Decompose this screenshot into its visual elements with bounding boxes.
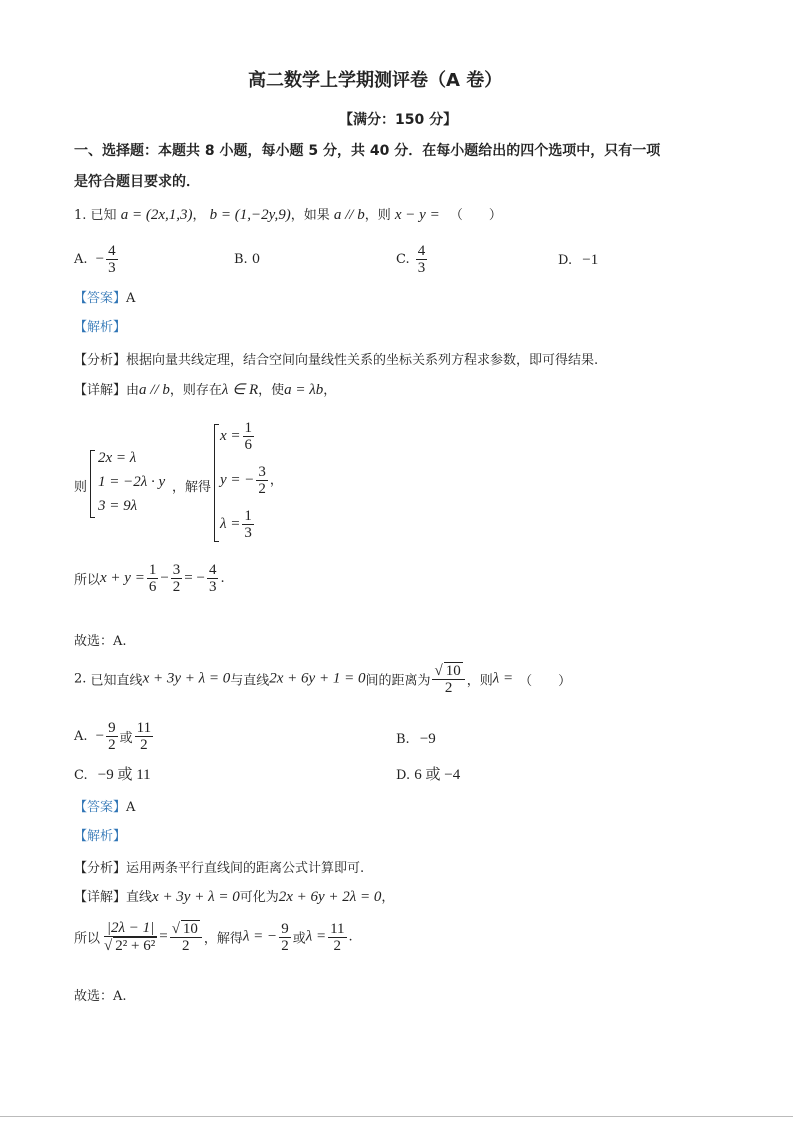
text: 所以 [74,931,101,947]
q1-number: 1. [74,208,87,223]
sol-l-fraction: $\frac{1}{3}$ [244,508,252,541]
q2-answer [74,796,135,815]
text: 所以 [74,573,101,588]
q1-if: ，如果 [290,208,330,223]
q2-option-b[interactable] [396,731,436,748]
xiangjie-tag: 【详解】 [74,890,127,905]
solution-y [220,464,283,497]
section-header-line1: 一、选择题：本题共 8 小题，每小题 5 分，共 40 分．在每小题给出的四个选项中，只有一项 [74,143,661,159]
q1-known: 已知 [90,208,117,223]
text: . [220,571,225,586]
system-brace [90,450,95,518]
option-label: C. [74,768,88,783]
text: 与直线 [230,673,270,689]
option-a-fraction: $\frac{4}{3}$ [108,243,116,276]
text: 可化为 [239,890,279,905]
q1-option-b[interactable] [234,252,260,267]
q1-choice: 故选：A. [74,634,127,649]
option-a-frac-1: $\frac{9}{2}$ [108,720,116,753]
xiangjie-tag: 【详解】 [74,383,127,398]
fenxi-tag: 【分析】 [74,861,127,876]
sol-x-fraction: $\frac{1}{6}$ [244,420,253,453]
option-value: −9 [419,731,436,747]
lambda: λ = [492,670,514,687]
q1-stem [74,204,502,224]
text: 直线 [126,890,153,905]
sol-y-fraction: $\frac{3}{2}$ [258,464,266,497]
q1-fenxi [74,349,598,368]
page-title: 高二数学上学期测评卷（A 卷） [248,70,503,91]
option-value: 6 或 −4 [414,767,461,783]
line-2: 2x + 6y + 1 = 0 [269,670,366,687]
answer-value: A [126,291,136,306]
answer-value: A [126,800,136,815]
q1-parallel: a // b [333,207,365,223]
q2-stem [74,662,571,696]
text: ， [381,890,395,905]
fenxi-tag: 【分析】 [74,353,127,368]
frac-1: $\frac{1}{6}$ [148,562,157,595]
line-expr: x + 3y + λ = 0 [152,889,240,905]
q2-option-c[interactable] [74,763,151,784]
distance-value: $\frac{√ 10}{2}$ [170,920,202,954]
solution-x [220,420,256,453]
q1-option-a[interactable] [74,243,120,276]
option-value: 0 [251,252,261,267]
lambda-1-frac: $\frac{9}{2}$ [281,920,289,954]
option-a-frac-2: $\frac{11}{2}$ [136,720,152,753]
q2-option-d[interactable] [396,763,460,784]
q1-expression: x − y = [394,207,440,223]
q1-vector-a: a = (2x,1,3) [120,207,193,223]
frac-2: $\frac{3}{2}$ [172,562,181,595]
q1-solve-label: ，解得 [172,480,212,495]
option-label: A. [74,729,88,744]
sol-x-lhs: x = [220,428,241,444]
sol-l-lhs: λ = [220,516,241,532]
option-label: D. [558,253,573,268]
q1-then: ，则 [364,208,391,223]
fenxi-text: 根据向量共线定理，结合空间向量线性关系的坐标关系列方程求参数，即可得结果. [126,353,599,368]
lambda-1: λ = − [242,928,278,945]
q2-xiangjie [74,886,394,906]
option-sign: − [95,728,105,744]
option-label: C. [396,252,410,267]
q1-answer [74,287,135,306]
option-label: B. [234,252,248,267]
distance-fraction: $\frac{√ 10}{2}$ [432,662,464,696]
solution-lambda [220,508,256,541]
q1-option-d[interactable] [558,252,598,269]
answer-tag: 【答案】 [74,800,127,815]
solution-brace [214,424,219,542]
q2-choice: 故选：A. [74,989,127,1004]
q1-paren: （ ） [449,208,502,223]
option-label: D. [396,768,411,783]
minus: − [160,570,169,586]
q2-number: 2. [74,671,87,687]
or-text: 或 [119,731,133,746]
system-eq-2: 1 = −2λ · y [98,474,166,490]
option-c-fraction: $\frac{4}{3}$ [417,243,426,276]
text: ， [323,383,337,398]
q2-analysis-tag: 【解析】 [74,829,127,844]
text: 间的距离为 [365,673,431,689]
q1-conclusion [74,562,225,595]
text: ， [269,473,283,488]
text: 已知直线 [90,673,143,689]
section-header-line2: 是符合题目要求的． [74,174,200,190]
sum-expr: x + y = [100,570,145,586]
q1-comma: ， [192,208,206,223]
distance-formula: $\frac{|2\lambda - 1|}{\text{√ 2² + 6²}}$ [104,920,156,954]
system-eq-3: 3 = 9λ [98,498,138,514]
text: 由 [126,383,140,398]
q2-conclusion [74,920,353,954]
q1-option-c[interactable] [396,243,429,276]
system-eq-1: 2x = λ [98,450,137,466]
answer-tag: 【答案】 [74,291,127,306]
equals: = [159,928,168,945]
option-label: A. [74,252,88,267]
fenxi-text: 运用两条平行直线间的距离公式计算即可. [126,861,365,876]
q1-vector-b: b = (1,−2y,9) [209,207,291,223]
q2-option-a[interactable] [74,720,155,753]
q1-xiangjie [74,379,336,399]
lambda-2-frac: $\frac{11}{2}$ [330,920,345,954]
lambda-2: λ = [305,928,327,945]
q1-analysis-tag: 【解析】 [74,320,127,335]
lambda-expr: λ ∈ R [221,382,259,398]
option-sign: − [95,251,105,267]
text: ，解得 [203,931,243,947]
text: ，使 [258,383,285,398]
parallel-expr: a // b [139,382,170,398]
text: ，则存在 [169,383,222,398]
or-text: 或 [292,931,306,947]
page-bottom-divider [0,1116,793,1117]
line-1: x + 3y + λ = 0 [142,670,231,687]
frac-3: $\frac{4}{3}$ [208,562,217,595]
equals: = − [184,570,205,586]
text: . [348,929,353,945]
full-score: 【满分：150 分】 [339,112,458,128]
paren: （ ） [519,673,572,689]
q1-then-label: 则 [74,480,88,495]
sol-y-lhs: y = − [220,472,255,488]
q2-fenxi [74,857,364,876]
collinear-expr: a = λb [284,382,324,398]
line-expr-2: 2x + 6y + 2λ = 0 [278,889,382,905]
option-value: −1 [582,252,599,268]
option-value: −9 或 11 [97,767,151,783]
option-label: B. [396,732,410,747]
text: ，则 [466,673,493,689]
